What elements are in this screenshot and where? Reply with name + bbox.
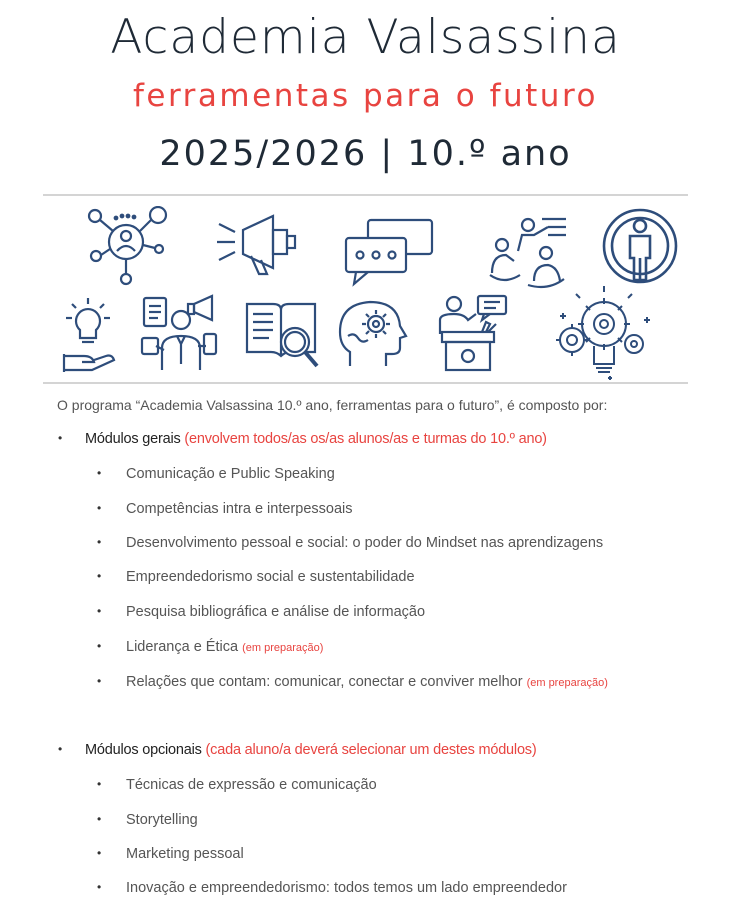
list-item [97,569,415,585]
list-item-text: Storytelling [126,812,198,828]
general-modules-label: Módulos gerais [85,431,181,447]
school-year: 2025/2026 | 10.º ano [159,134,572,174]
optional-modules-label: Módulos opcionais [85,742,202,758]
bullet: • [97,466,102,480]
in-preparation-note: (em preparação) [526,677,608,689]
list-item-text: Relações que contam: comunicar, conectar e conviver melhor [126,674,523,690]
bullet: • [58,431,63,445]
intro-text: O programa “Academia Valsassina 10.º ano, ferramentas para o futuro”, é composto por: [57,397,608,413]
list-item-text: Marketing pessoal [126,846,244,862]
gears-lightbulb-icon [548,284,658,384]
list-item-text: Liderança e Ética [126,639,239,655]
list-item-text: Inovação e empreendedorismo: todos temos um lado empreendedor [126,880,567,896]
bullet: • [97,535,102,549]
bullet: • [97,880,102,894]
list-item-text: Técnicas de expressão e comunicação [126,777,377,793]
megaphone-icon [215,210,301,276]
list-item [97,777,377,793]
bullet: • [97,604,102,618]
list-item-text: Empreendedorismo social e sustentabilidade [126,569,415,585]
bullet: • [97,777,102,791]
list-item-text: Desenvolvimento pessoal e social: o poder do Mindset nas aprendizagens [126,535,604,551]
bullet: • [97,846,102,860]
list-item-text: Pesquisa bibliográfica e análise de informação [126,604,426,620]
in-preparation-note: (em preparação) [242,642,324,654]
list-item [97,846,244,862]
page-title: Academia Valsassina [110,10,621,65]
head-gear-icon [336,296,412,372]
chat-bubbles-icon [344,218,436,288]
general-modules-note: (envolvem todos/as os/as alunos/as e turmas do 10.º ano) [184,431,547,447]
person-target-icon [600,206,680,286]
bullet: • [97,812,102,826]
presentation-group-icon [488,213,570,289]
bullet: • [97,639,102,653]
page-subtitle: ferramentas para o futuro [133,78,598,114]
list-item [97,604,425,620]
network-person-icon [86,206,172,286]
speaker-podium-icon [432,294,512,372]
list-item [97,466,335,482]
bullet: • [58,742,63,756]
list-item-text: Comunicação e Public Speaking [126,466,335,482]
list-item-text: Competências intra e interpessoais [126,501,353,517]
book-search-icon [243,298,323,372]
bullet: • [97,674,102,688]
optional-modules-note: (cada aluno/a deverá selecionar um destes módulos) [205,742,537,758]
general-modules-heading [58,431,547,447]
list-item [97,501,352,517]
list-item [97,812,198,828]
list-item [97,880,567,896]
bullet: • [97,569,102,583]
optional-modules-heading [58,742,537,758]
multitask-businessman-icon [138,294,224,372]
list-item [97,674,608,690]
bullet: • [97,501,102,515]
hand-lightbulb-icon [60,296,120,372]
bottom-divider [43,382,688,384]
top-divider [43,194,688,196]
list-item [97,535,603,551]
list-item [97,639,323,655]
